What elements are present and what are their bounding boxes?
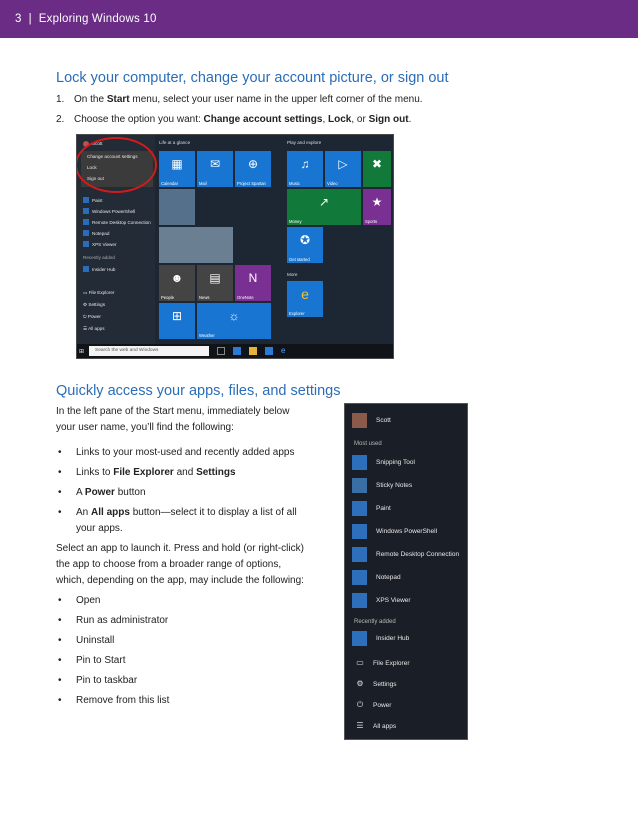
shot-insider-hub[interactable]: Insider Hub (92, 267, 116, 272)
tile-xbox[interactable] (363, 151, 391, 187)
select-paragraph: Select an app to launch it. Press and hold (or right-click) the app to choose from a broader range of options, which, depending on the app, may include the following: (56, 543, 304, 586)
xps-viewer-pane-icon (352, 593, 367, 608)
insider-hub-icon (83, 266, 89, 272)
taskbar-app-icon-1[interactable] (233, 347, 241, 355)
tile-photo-1[interactable] (159, 189, 195, 225)
pane-power[interactable]: Power (373, 702, 392, 709)
tile-money[interactable]: ↗ Money (287, 189, 361, 225)
settings-gear-icon: ⚙ (356, 679, 364, 688)
headphones-icon: ♫ (300, 157, 310, 171)
tile-music[interactable]: ♫ Music (287, 151, 323, 187)
video-icon: ▷ (338, 157, 348, 171)
pane-settings[interactable]: Settings (373, 681, 397, 688)
tile-video[interactable]: ▷ Video (325, 151, 361, 187)
sun-icon: ☼ (228, 309, 240, 323)
shot-app-paint[interactable]: Paint (92, 198, 103, 203)
paint-icon (83, 197, 89, 203)
shot-app-powershell[interactable]: Windows PowerShell (92, 209, 136, 214)
pane-recently-added-label: Recently added (354, 619, 396, 625)
trophy-icon: ★ (371, 195, 383, 209)
pane-app-sticky-notes[interactable]: Sticky Notes (376, 482, 413, 489)
power-icon: ⏻ (356, 700, 364, 709)
windows-start-icon[interactable]: ⊞ (79, 349, 85, 355)
change-account-settings-item[interactable]: Change account settings (87, 154, 138, 159)
pane-app-snipping-tool[interactable]: Snipping Tool (376, 459, 415, 466)
pane-app-insider-hub[interactable]: Insider Hub (376, 635, 410, 642)
tile-news[interactable]: ▤ News (197, 265, 233, 301)
tile-store[interactable] (159, 303, 195, 339)
pane-app-powershell[interactable]: Windows PowerShell (376, 528, 438, 535)
paint-pane-icon (352, 501, 367, 516)
shot-file-explorer[interactable]: ▭ File Explorer (83, 290, 115, 295)
task-view-icon[interactable] (217, 347, 225, 355)
powershell-pane-icon (352, 524, 367, 539)
pane-most-used-label: Most used (354, 441, 382, 447)
shot-all-apps[interactable]: ☰ All apps (83, 326, 105, 331)
taskbar-search-box[interactable]: Search the web and Windows (89, 346, 209, 356)
group-life-at-a-glance: Life at a glance (159, 140, 191, 145)
shot-power[interactable]: ⏻ Power (83, 314, 101, 319)
remote-desktop-icon (83, 219, 89, 225)
remote-desktop-pane-icon (352, 547, 367, 562)
pane-app-remote-desktop[interactable]: Remote Desktop Connection (376, 551, 460, 558)
store-taskbar-icon[interactable] (265, 347, 273, 355)
pane-app-notepad[interactable]: Notepad (376, 574, 401, 581)
tile-explorer[interactable]: e Explorer (287, 281, 323, 317)
all-apps-icon: ☰ (356, 721, 364, 730)
news-icon: ▤ (209, 271, 221, 285)
insider-hub-pane-icon (352, 631, 367, 646)
tile-calendar[interactable]: ▦ Calendar (159, 151, 195, 187)
tile-get-started[interactable]: ✪ Get started (287, 227, 323, 263)
pane-app-paint[interactable]: Paint (376, 505, 391, 512)
header-title: Exploring Windows 10 (38, 13, 157, 25)
notepad-icon (83, 230, 89, 236)
section-heading-apps: Quickly access your apps, files, and settings (56, 383, 341, 399)
ie-icon: e (301, 286, 309, 302)
powershell-icon (83, 208, 89, 214)
sign-out-item[interactable]: Sign out (87, 176, 104, 181)
start-pane-screenshot (344, 403, 468, 740)
group-more: More (287, 272, 298, 277)
tile-project-spartan[interactable]: ⊕ Project Spartan (235, 151, 271, 187)
mail-icon: ✉ (209, 157, 221, 171)
calendar-icon: ▦ (171, 157, 183, 171)
shot-recently-added: Recently added (83, 255, 115, 260)
globe-icon: ⊕ (247, 157, 259, 171)
header-separator: | (28, 13, 32, 25)
pane-user-avatar (352, 413, 367, 428)
shot-app-xps[interactable]: XPS Viewer (92, 242, 117, 247)
step-1: 1. On the Start menu, select your user name in the upper left corner of the menu. (56, 94, 423, 105)
notepad-pane-icon (352, 570, 367, 585)
tile-onenote[interactable]: N OneNote (235, 265, 271, 301)
lock-item[interactable]: Lock (87, 165, 97, 170)
shot-app-remote[interactable]: Remote Desktop Connection (92, 220, 151, 225)
tile-mail[interactable]: ✉ Mail (197, 151, 233, 187)
folder-icon[interactable] (249, 347, 257, 355)
tile-photo-2[interactable] (159, 227, 233, 263)
group-play-and-explore: Play and explore (287, 140, 322, 145)
intro-paragraph: In the left pane of the Start menu, immediately below your user name, you’ll find the following: (56, 406, 290, 433)
section-heading-lock: Lock your computer, change your account picture, or sign out (56, 70, 449, 86)
chart-icon: ↗ (318, 195, 330, 209)
snipping-tool-icon (352, 455, 367, 470)
taskbar (77, 344, 394, 358)
shot-settings[interactable]: ⚙ Settings (83, 302, 106, 307)
file-explorer-icon: ▭ (356, 658, 364, 667)
people-icon: ☻ (170, 271, 184, 285)
onenote-icon: N (248, 271, 258, 285)
tile-people[interactable]: ☻ People (159, 265, 195, 301)
xps-viewer-icon (83, 241, 89, 247)
lightbulb-icon: ✪ (299, 233, 311, 247)
step-2: 2. Choose the option you want: Change account settings, Lock, or Sign out. (56, 114, 412, 125)
highlight-circle (76, 137, 157, 193)
pane-app-xps-viewer[interactable]: XPS Viewer (376, 597, 411, 604)
start-menu-screenshot (76, 134, 394, 359)
tile-weather[interactable]: ☼ Weather (197, 303, 271, 339)
pane-all-apps[interactable]: All apps (373, 723, 397, 730)
page-number: 3 (15, 13, 22, 25)
tile-sports[interactable]: ★ Sports (363, 189, 391, 225)
shot-app-notepad[interactable]: Notepad (92, 231, 110, 236)
pane-user-name[interactable]: Scott (376, 417, 391, 424)
pane-file-explorer[interactable]: File Explorer (373, 660, 410, 667)
shot-user-name: Scott (92, 141, 103, 146)
xbox-icon: ✖ (371, 157, 383, 171)
store-icon: ⊞ (171, 309, 183, 323)
sticky-notes-icon (352, 478, 367, 493)
page-header (0, 0, 638, 38)
ie-taskbar-icon[interactable]: e (281, 346, 286, 355)
